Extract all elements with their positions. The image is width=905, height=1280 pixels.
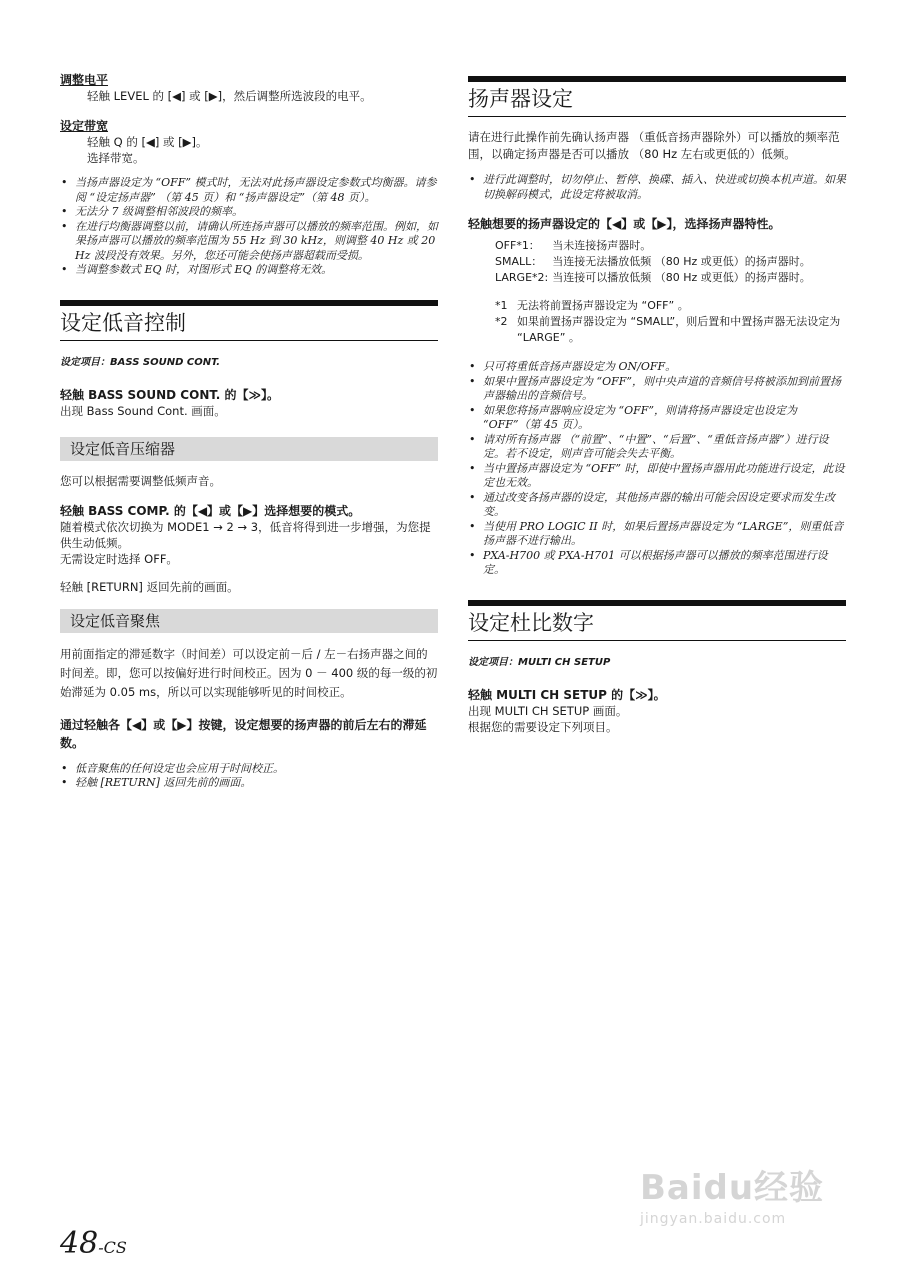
- eq-notes: [60, 176, 438, 278]
- table-row: [495, 270, 815, 286]
- speaker-options: [495, 238, 815, 286]
- speaker-step: 轻触想要的扬声器设定的【◀】或【▶】，选择扬声器特性。: [468, 217, 781, 231]
- footnote-text: 无法将前置扬声器设定为 “OFF” 。: [517, 299, 689, 312]
- focus-description: 用前面指定的滞延数字（时间差）可以设定前－后 / 左－右扬声器之间的时间差。即，您可以按偏好进行时间校正。因为 0 － 400 级的每一级的初始滞延为 0.05 ms，所以可以实现能够听见的时间校正。: [60, 646, 438, 699]
- bass-section-title: 设定低音控制: [60, 300, 438, 341]
- option-desc: 当未连接扬声器时。: [552, 239, 652, 252]
- option-desc: 当连接无法播放低频 （80 Hz 或更低）的扬声器时。: [552, 255, 811, 268]
- focus-step: 通过轻触各【◀】或【▶】按键，设定想要的扬声器的前后左右的滞延数。: [60, 717, 427, 750]
- footnote: [495, 298, 846, 314]
- list-item: • 轻触 [RETURN] 返回先前的画面。: [60, 776, 438, 791]
- footnote-text: 如果前置扬声器设定为 “SMALL”，则后置和中置扬声器无法设定为 “LARGE” 。: [517, 315, 841, 344]
- left-column: [60, 72, 438, 791]
- list-item: • PXA-H700 或 PXA-H701 可以根据扬声器可以播放的频率范围进行设定。: [468, 549, 846, 578]
- dolby-result-2: 根据您的需要设定下列项目。: [468, 719, 618, 734]
- comp-text-1: 随着模式依次切换为 MODE1 → 2 → 3，低音将得到进一步增强，为您提供生动低频。: [60, 519, 431, 550]
- footnote-mark: *2: [495, 315, 508, 328]
- list-item: • 进行此调整时，切勿停止、暂停、换碟、插入、快进或切换本机声道。如果切换解码模式，此设定将被取消。: [468, 173, 846, 202]
- option-key: LARGE*2:: [495, 271, 549, 284]
- dolby-section-title: 设定杜比数字: [468, 600, 846, 641]
- baidu-watermark: [640, 1160, 840, 1250]
- list-item: • 无法分 7 级调整相邻波段的频率。: [60, 205, 438, 220]
- dolby-result-1: 出现 MULTI CH SETUP 画面。: [468, 703, 628, 718]
- comp-text-2: 无需设定时选择 OFF。: [60, 551, 178, 566]
- comp-step: 轻触 BASS COMP. 的【◀】或【▶】选择想要的模式。: [60, 503, 361, 518]
- list-item: • 当中置扬声器设定为 “OFF” 时，即使中置扬声器用此功能进行设定，此设定也无效。: [468, 462, 846, 491]
- page-number-value: 48: [60, 1226, 99, 1261]
- footnote: [495, 314, 846, 346]
- list-item: • 低音聚焦的任何设定也会应用于时间校正。: [60, 762, 438, 777]
- list-item: • 如果您将扬声器响应设定为 “OFF”，则请将扬声器设定也设定为 “OFF”（第 45 页）。: [468, 404, 846, 433]
- focus-notes: [60, 762, 438, 791]
- option-key: OFF*1：: [495, 239, 540, 252]
- list-item: • 当使用 PRO LOGIC II 时，如果后置扬声器设定为 “LARGE”，则重低音扬声器不进行输出。: [468, 520, 846, 549]
- list-item: • 当扬声器设定为 “OFF” 模式时，无法对此扬声器设定参数式均衡器。请参阅 “设定扬声器” （第 45 页）和 “扬声器设定”（第 48 页）。: [60, 176, 438, 205]
- comp-return: 轻触 [RETURN] 返回先前的画面。: [60, 579, 239, 594]
- table-row: [495, 238, 815, 254]
- table-row: [495, 254, 815, 270]
- speaker-section-title: 扬声器设定: [468, 76, 846, 117]
- comp-section-title: 设定低音压缩器: [60, 437, 438, 461]
- watermark-brand: Baidu经验: [640, 1168, 825, 1208]
- adjust-level-text: 轻触 LEVEL 的 [◀] 或 [▶]，然后调整所选波段的电平。: [87, 89, 372, 103]
- option-desc: 当连接可以播放低频 （80 Hz 或更低）的扬声器时。: [552, 271, 811, 284]
- bass-setting-item: 设定项目：BASS SOUND CONT.: [60, 356, 220, 368]
- footnotes: [495, 298, 846, 346]
- speaker-notes: [468, 360, 846, 578]
- page-number-suffix: -CS: [98, 1238, 127, 1257]
- list-item: • 当调整参数式 EQ 时，对图形式 EQ 的调整将无效。: [60, 263, 438, 278]
- list-item: • 只可将重低音扬声器设定为 ON/OFF。: [468, 360, 846, 375]
- comp-description: 您可以根据需要调整低频声音。: [60, 473, 221, 488]
- bass-step: 轻触 BASS SOUND CONT. 的【≫】。: [60, 387, 280, 402]
- page-number: [60, 1226, 127, 1261]
- right-column: [468, 76, 846, 735]
- watermark-url: jingyan.baidu.com: [640, 1211, 787, 1227]
- list-item: • 请对所有扬声器 （“前置”、“中置”、“后置”、“重低音扬声器”）进行设定。若不设定，则声音可能会失去平衡。: [468, 433, 846, 462]
- set-bandwidth-line1: 轻触 Q 的 [◀] 或 [▶]。: [87, 135, 208, 149]
- list-item: • 在进行均衡器调整以前，请确认所连扬声器可以播放的频率范围。例如，如果扬声器可以播放的频率范围为 55 Hz 到 30 kHz，则调整 40 Hz 或 20 Hz 波段没有效果。另外，您还可能会使扬声器超载而受损。: [60, 220, 438, 264]
- set-bandwidth-line2: 选择带宽。: [87, 151, 145, 165]
- set-bandwidth-heading: 设定带宽: [60, 119, 109, 133]
- list-item: • 通过改变各扬声器的设定，其他扬声器的输出可能会因设定要求而发生改变。: [468, 491, 846, 520]
- dolby-step: 轻触 MULTI CH SETUP 的【≫】。: [468, 687, 666, 702]
- adjust-level-heading: 调整电平: [60, 73, 109, 87]
- bass-step-result: 出现 Bass Sound Cont. 画面。: [60, 403, 226, 418]
- option-key: SMALL：: [495, 255, 543, 268]
- list-item: • 如果中置扬声器设定为 “OFF”，则中央声道的音频信号将被添加到前置扬声器输出的音频信号。: [468, 375, 846, 404]
- speaker-caution: [468, 173, 846, 202]
- dolby-setting-item: 设定项目：MULTI CH SETUP: [468, 656, 611, 668]
- footnote-mark: *1: [495, 299, 508, 312]
- focus-section-title: 设定低音聚焦: [60, 609, 438, 633]
- speaker-description: 请在进行此操作前先确认扬声器 （重低音扬声器除外）可以播放的频率范围，以确定扬声器是否可以播放 （80 Hz 左右或更低的）低频。: [468, 130, 840, 161]
